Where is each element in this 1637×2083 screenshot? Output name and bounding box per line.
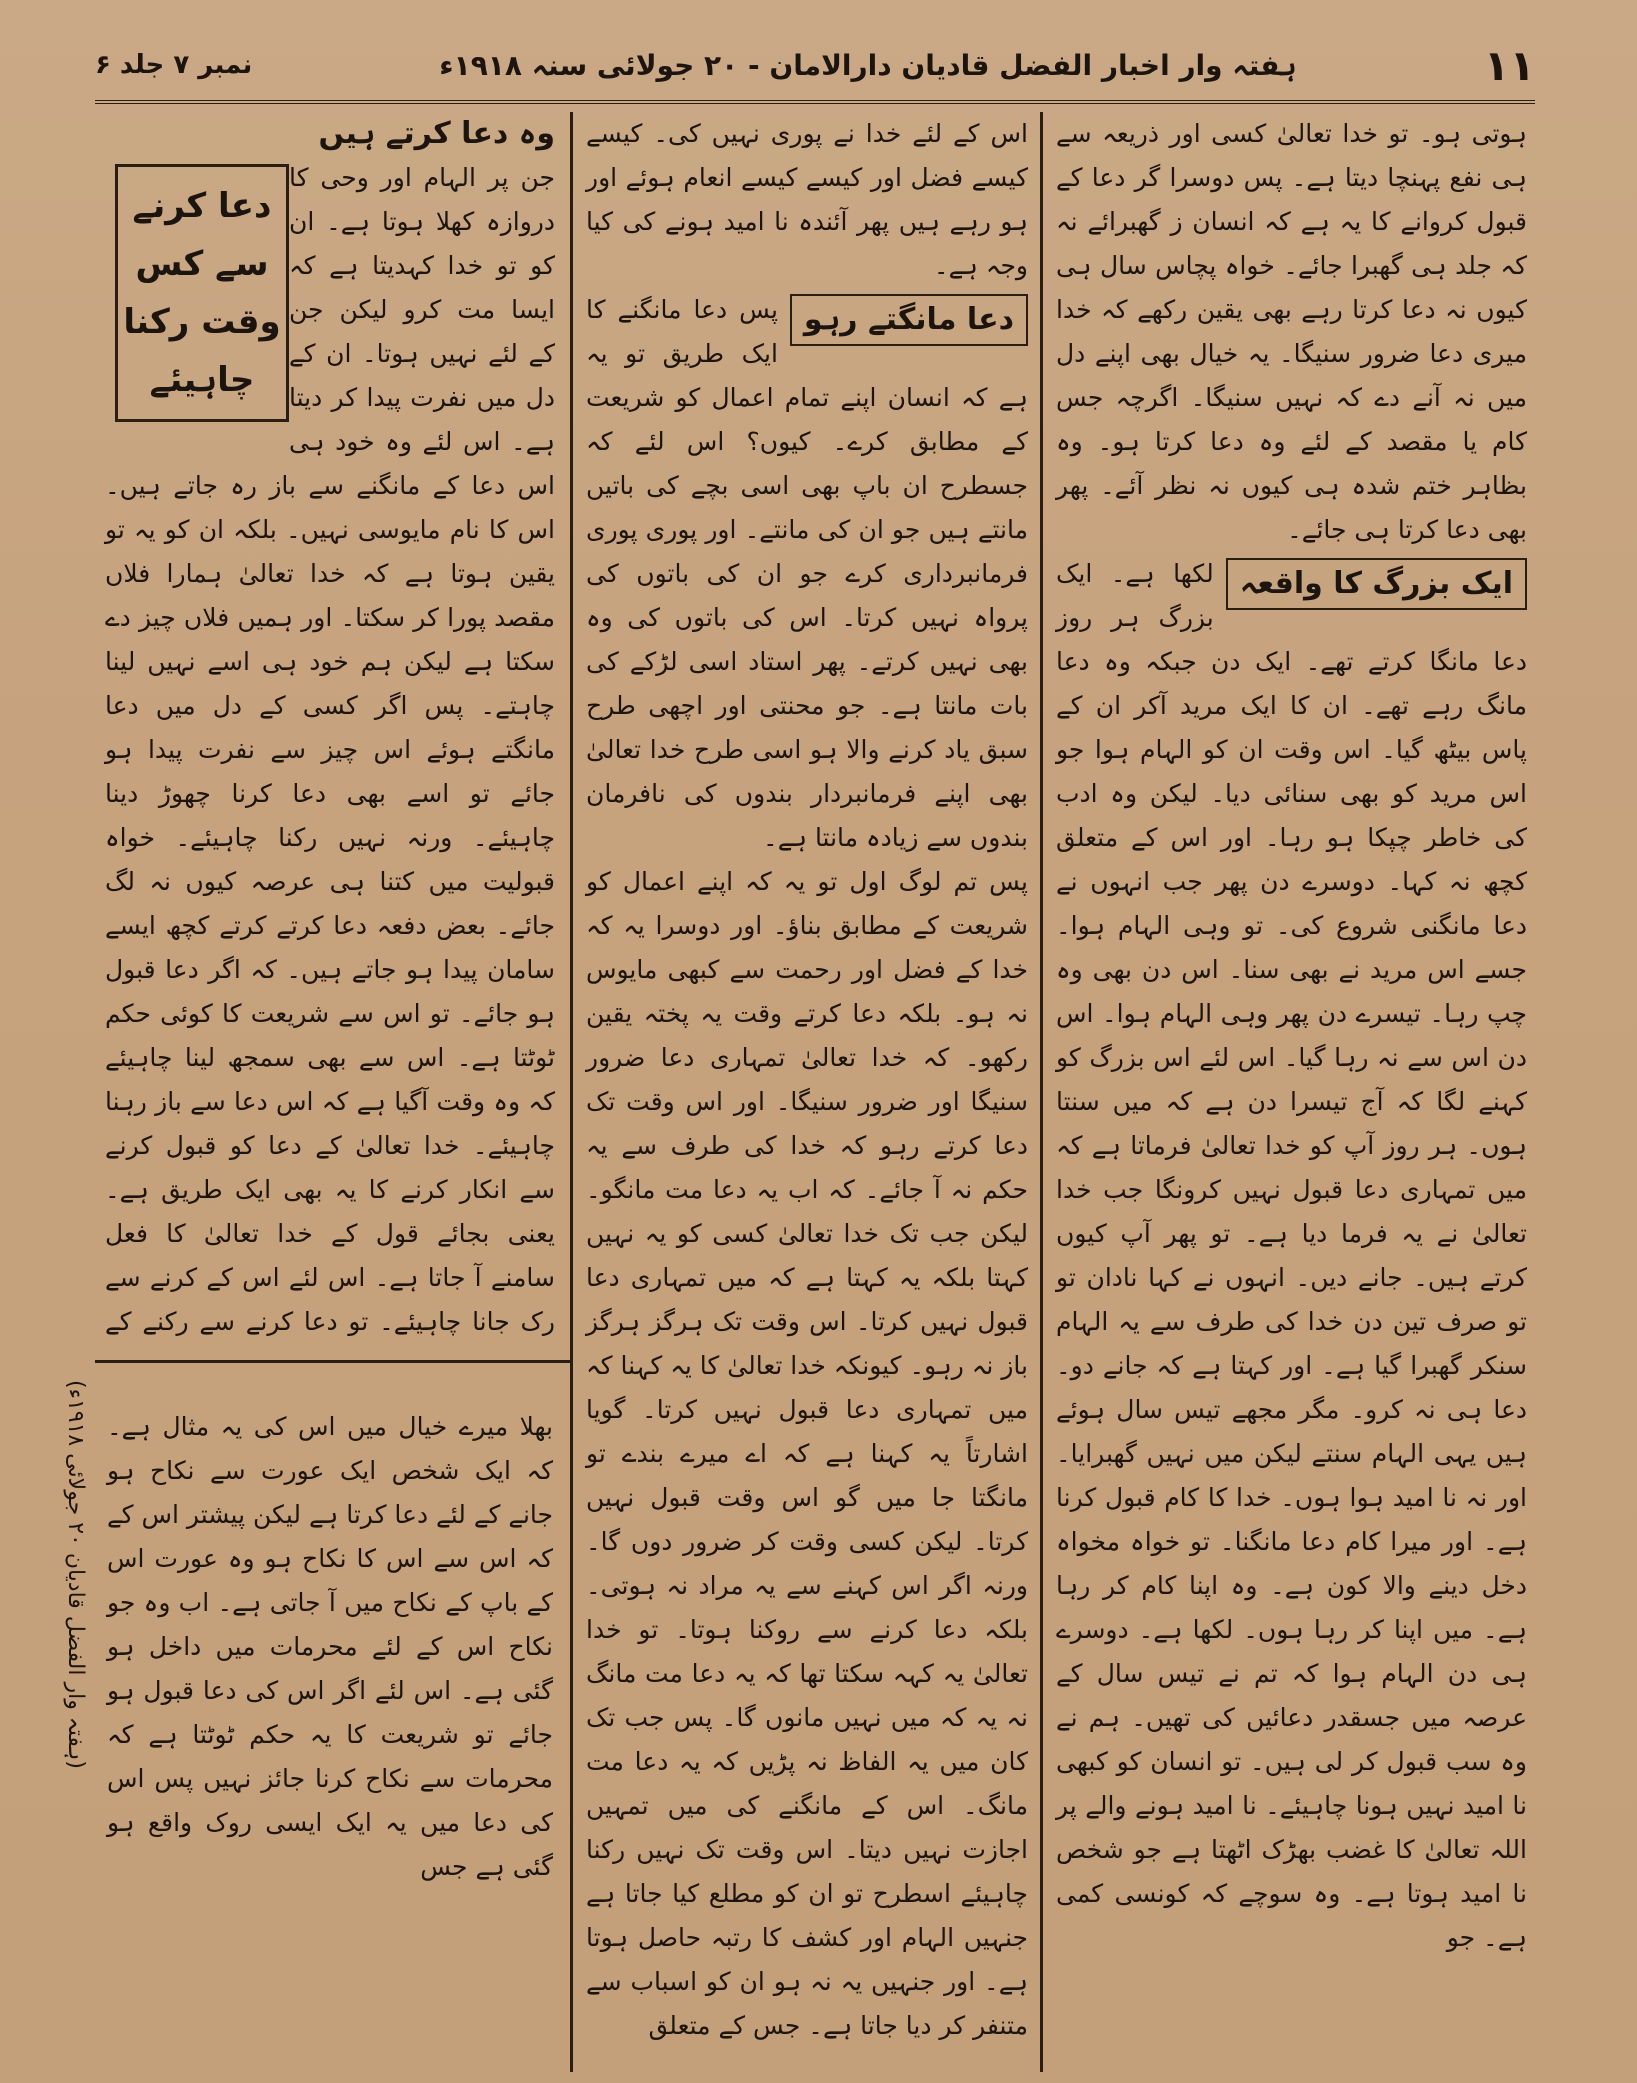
issue-number: نمبر ۷ جلد ۶ (95, 50, 253, 80)
middle-paragraph-2: پس دعا مانگنے کا ایک طریق تو یہ ہے کہ انسان اپنے تمام اعمال کو شریعت کے مطابق کرے۔ کیوں؟ اس لئے کہ جسطرح ان باپ بھی اسی بچے کی باتیں مانتے ہیں جو ان کی مانتے۔ اور پوری پوری فرمانبرداری کرے جو ان کی باتوں کی پرواہ نہیں کرتا۔ اس کی باتوں کی وہ بھی نہیں کرتے۔ پھر استاد اسی لڑکے کی بات مانتا ہے۔ جو محنتی اور اچھی طرح سبق یاد کرنے والا ہو اسی طرح خدا تعالیٰ بھی اپنے فرمانبردار بندوں کی نافرمان بندوں سے زیادہ مانتا ہے۔ (586, 295, 1028, 852)
right-paragraph-2: لکھا ہے۔ ایک بزرگ ہر روز دعا مانگا کرتے تھے۔ ایک دن جبکہ وہ دعا مانگ رہے تھے۔ ان کا ایک مرید آکر ان کے پاس بیٹھ گیا۔ اس وقت ان کو الہام ہوا جو اس مرید کو بھی سنائی دیا۔ لیکن وہ ادب کی خاطر چپکا ہو رہا۔ اور اس کے متعلق کچھ نہ کہا۔ دوسرے دن پھر جب انہوں نے دعا مانگنی شروع کی۔ تو وہی الہام ہوا۔ جسے اس مرید نے بھی سنا۔ اس دن بھی وہ چپ رہا۔ تیسرے دن پھر وہی الہام ہوا۔ اس دن اس سے نہ رہا گیا۔ اس لئے اس بزرگ کو کہنے لگا کہ آج تیسرا دن ہے کہ میں سنتا ہوں۔ ہر روز آپ کو خدا تعالیٰ فرماتا ہے کہ میں تمہاری دعا قبول نہیں کرونگا جب خدا تعالیٰ نے یہ فرما دیا ہے۔ تو پھر آپ کیوں کرتے ہیں۔ جانے دیں۔ انہوں نے کہا نادان تو تو صرف تین دن خدا کی طرف سے یہ الہام سنکر گھبرا گیا ہے۔ اور کہتا ہے کہ جانے دو۔ دعا ہی نہ کرو۔ مگر مجھے تیس سال ہوئے ہیں یہی الہام سنتے لیکن میں نہیں گھبرایا۔ اور نہ نا امید ہوا ہوں۔ خدا کا کام قبول کرنا ہے۔ اور میرا کام دعا مانگنا۔ تو خواہ مخواہ دخل دینے والا کون ہے۔ وہ اپنا کام کر رہا ہے۔ میں اپنا کر رہا ہوں۔ لکھا ہے۔ دوسرے ہی دن الہام ہوا کہ تم نے تیس سال کے عرصہ میں جسقدر دعائیں کی تھیں۔ ہم نے وہ سب قبول کر لی ہیں۔ تو انسان کو کبھی نا امید نہیں ہونا چاہیئے۔ نا امید ہونے والے پر اللہ تعالیٰ کا غضب بھڑک اٹھتا ہے جو شخص نا امید ہوتا ہے۔ وہ سوچے کہ کونسی کمی ہے۔ جو (1056, 559, 1527, 1952)
left-column (95, 112, 565, 1352)
left-column-title: وہ دعا کرتے ہیں (318, 116, 555, 151)
column-rule-right (1040, 112, 1043, 2072)
page-number: ۱۱ (1483, 40, 1535, 90)
subheading-keep-praying: دعا مانگتے رہو (790, 294, 1028, 346)
right-column (1048, 112, 1535, 2072)
middle-paragraph-1: اس کے لئے خدا نے پوری نہیں کی۔ کیسے کیسے فضل اور کیسے کیسے انعام ہوئے اور ہو رہے ہیں پھر آئندہ نا امید ہونے کی کیا وجہ ہے۔ (586, 119, 1028, 280)
subheading-elder-incident: ایک بزرگ کا واقعہ (1226, 558, 1527, 610)
section-rule-left (95, 1360, 570, 1363)
newspaper-title: ہفتہ وار اخبار الفضل قادیان دارالامان - ۲۰ جولائی سنہ ۱۹۱۸ء (439, 48, 1297, 82)
boxed-heading-when-to-stop: دعا کرنے سے کس وقت رکنا چاہیئے (115, 164, 289, 422)
bottom-left-paragraph: بھلا میرے خیال میں اس کی یہ مثال ہے۔ کہ ایک شخص ایک عورت سے نکاح ہو جانے کے لئے دعا کرتا ہے لیکن پیشتر اس کے کہ اس سے اس کا نکاح ہو وہ عورت اس کے باپ کے نکاح میں آ جاتی ہے۔ اب وہ جو نکاح اس کے لئے محرمات میں داخل ہو گئی ہے۔ اس لئے اگر اس کی دعا قبول ہو جائے تو شریعت کا یہ حکم ٹوٹتا ہے کہ محرمات سے نکاح کرنا جائز نہیں پس اس کی دعا میں یہ ایک ایسی روک واقع ہو گئی ہے جس (107, 1412, 553, 1881)
right-paragraph-1: ہوتی ہو۔ تو خدا تعالیٰ کسی اور ذریعہ سے ہی نفع پہنچا دیتا ہے۔ پس دوسرا گر دعا کے قبول کروانے کا یہ ہے کہ انسان ز گھبرائے نہ کہ جلد ہی گھبرا جائے۔ خواہ پچاس سال ہی کیوں نہ دعا کرتا رہے بھی یقین رکھے کہ خدا میری دعا ضرور سنیگا۔ یہ خیال بھی اپنے دل میں نہ آنے دے کہ نہیں سنیگا۔ اگرچہ جس کام یا مقصد کے لئے وہ دعا کرتا ہو۔ وہ بظاہر ختم شدہ ہی کیوں نہ نظر آئے۔ پھر بھی دعا کرتا ہی جائے۔ (1056, 119, 1527, 544)
left-paragraph-1: جن پر الہام اور وحی کا دروازہ کھلا ہوتا ہے۔ ان کو تو خدا کہدیتا ہے کہ ایسا مت کرو لیکن جن کے لئے نہیں ہوتا۔ ان کے دل میں نفرت پیدا کر دیتا ہے۔ اس لئے وہ خود ہی اس دعا کے مانگنے سے باز رہ جاتے ہیں۔ اس کا نام مایوسی نہیں۔ بلکہ ان کو یہ تو یقین ہوتا ہے کہ خدا تعالیٰ ہمارا فلاں مقصد پورا کر سکتا۔ اور ہمیں فلاں چیز دے سکتا ہے لیکن ہم خود ہی اسے نہیں لینا چاہتے۔ پس اگر کسی کے دل میں دعا مانگتے ہوئے اس چیز سے نفرت پیدا ہو جائے تو اسے بھی دعا کرنا چھوڑ دینا چاہیئے۔ ورنہ نہیں رکنا چاہیئے۔ خواہ قبولیت میں کتنا ہی عرصہ کیوں نہ لگ جائے۔ بعض دفعہ دعا کرتے کرتے کچھ ایسے سامان پیدا ہو جاتے ہیں۔ کہ اگر دعا قبول ہو جائے۔ تو اس سے شریعت کا کوئی حکم ٹوٹتا ہے۔ اس سے بھی سمجھ لینا چاہیئے کہ وہ وقت آگیا ہے کہ اس دعا سے باز رہنا چاہیئے۔ خدا تعالیٰ کے دعا کو قبول کرنے سے انکار کرنے کا یہ بھی ایک طریق ہے۔ یعنی بجائے قول کے خدا تعالیٰ کا فعل سامنے آ جاتا ہے۔ اس لئے اس کے کرنے سے رک جانا چاہیئے۔ تو دعا کرنے سے رکنے کے (105, 163, 555, 1336)
handwritten-margin-note: (ہفتہ وار الفضل قادیان ۲۰ جولائی ۱۹۱۸ء) (63, 1380, 88, 1769)
page-header (95, 30, 1535, 104)
column-rule-middle (570, 112, 573, 2072)
middle-paragraph-3: پس تم لوگ اول تو یہ کہ اپنے اعمال کو شریعت کے مطابق بناؤ۔ اور دوسرا یہ کہ خدا کے فضل اور رحمت سے کبھی مایوس نہ ہو۔ بلکہ دعا کرتے وقت یہ پختہ یقین رکھو۔ کہ خدا تعالیٰ تمہاری دعا ضرور سنیگا اور ضرور سنیگا۔ اور اس وقت تک دعا کرتے رہو کہ خدا کی طرف سے یہ حکم نہ آ جائے۔ کہ اب یہ دعا مت مانگو۔ لیکن جب تک خدا تعالیٰ کسی کو یہ نہیں کہتا بلکہ یہ کہتا ہے کہ میں تمہاری دعا قبول نہیں کرتا۔ اس وقت تک ہرگز ہرگز باز نہ رہو۔ کیونکہ خدا تعالیٰ کا یہ کہنا کہ میں تمہاری دعا قبول نہیں کرتا۔ گویا اشارتاً یہ کہنا ہے کہ اے میرے بندے تو مانگتا جا میں گو اس وقت قبول نہیں کرتا۔ لیکن کسی وقت کر ضرور دوں گا۔ ورنہ اگر اس کہنے سے یہ مراد نہ ہوتی۔ بلکہ دعا کرنے سے روکنا ہوتا۔ تو خدا تعالیٰ یہ کہہ سکتا تھا کہ یہ دعا مت مانگ نہ یہ کہ میں نہیں مانوں گا۔ پس جب تک کان میں یہ الفاظ نہ پڑیں کہ یہ دعا مت مانگ۔ اس کے مانگنے کی میں تمہیں اجازت نہیں دیتا۔ اس وقت تک نہیں رکنا چاہیئے اسطرح تو ان کو مطلع کیا جاتا ہے جنہیں الہام اور کشف کا رتبہ حاصل ہوتا ہے۔ اور جنہیں یہ نہ ہو ان کو اسباب سے متنفر کر دیا جاتا ہے۔ جس کے متعلق (586, 867, 1028, 2040)
middle-column (578, 112, 1036, 2072)
bottom-left-section (95, 1370, 565, 2070)
